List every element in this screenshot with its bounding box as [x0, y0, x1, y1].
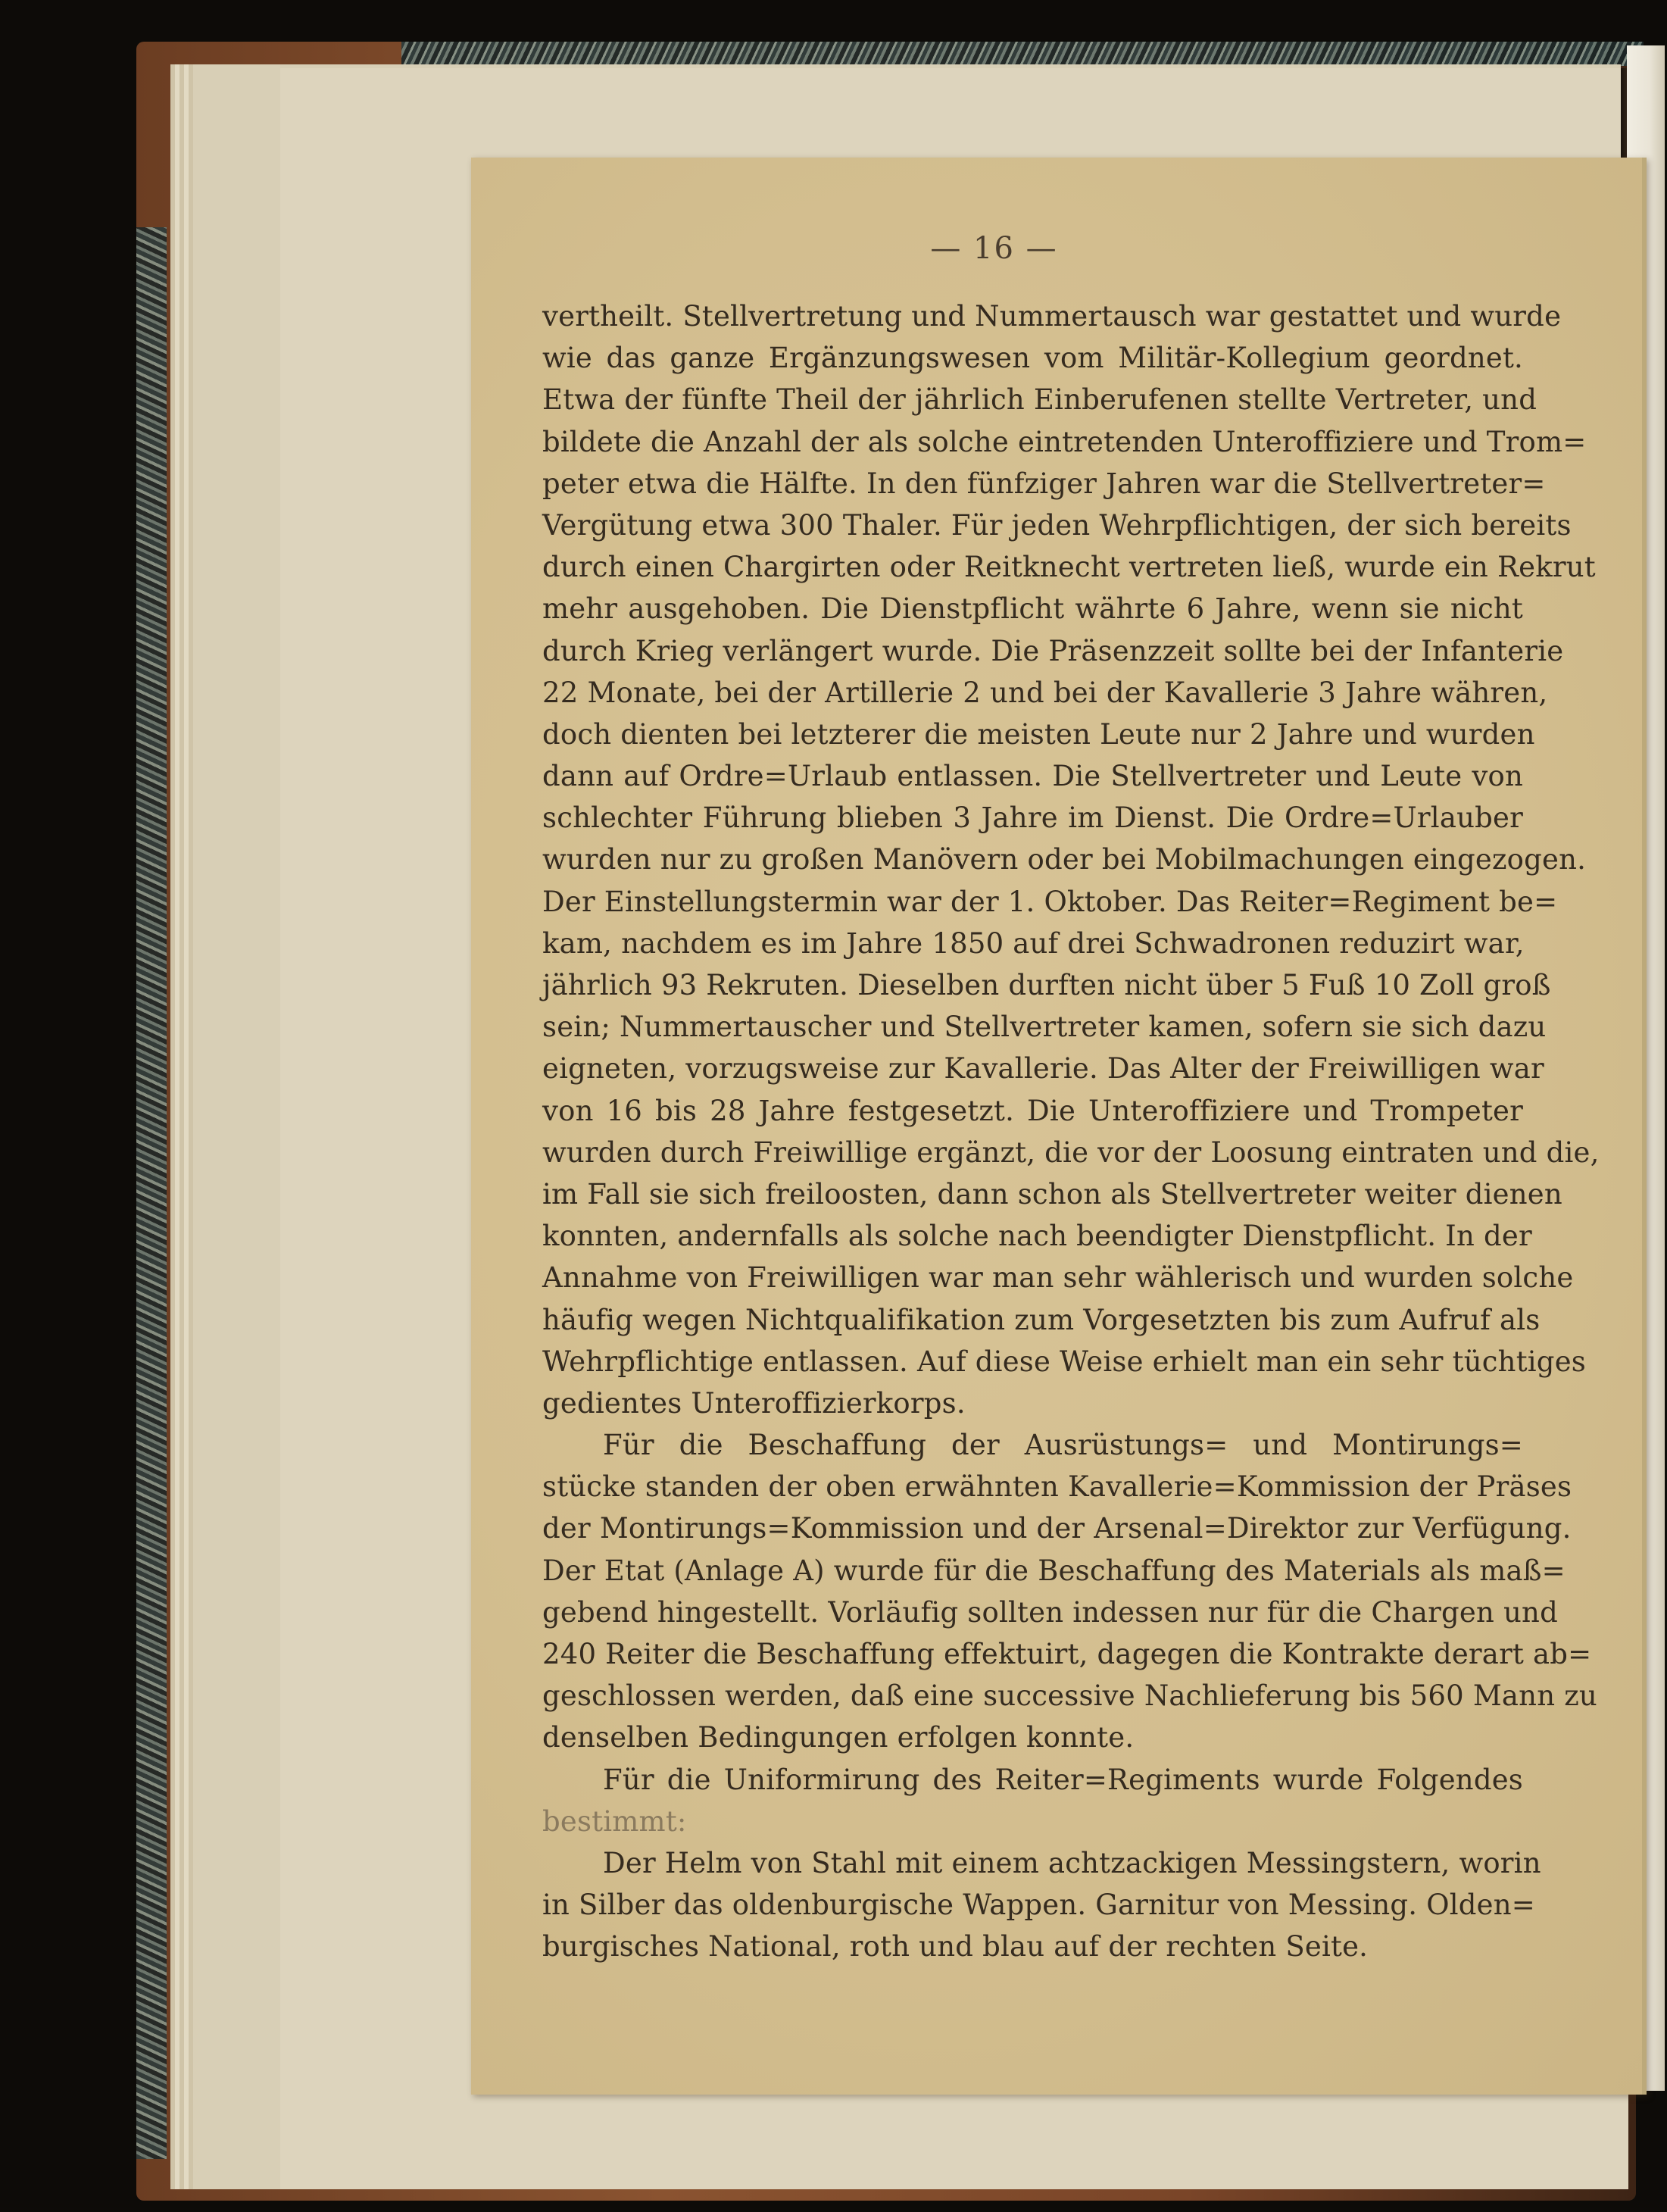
- text-line: Vergütung etwa 300 Thaler. Für jeden Wehrpflichtigen, der sich bereits: [542, 508, 1572, 542]
- text-line: jährlich 93 Rekruten. Dieselben durften nicht über 5 Fuß 10 Zoll groß: [542, 969, 1551, 1001]
- text-line: denselben Bedingungen erfolgen konnte.: [542, 1721, 1135, 1754]
- text-line: Für die Beschaffung der Ausrüstungs= und Montirungs=: [603, 1429, 1523, 1462]
- text-line: bildete die Anzahl der als solche eintretenden Unteroffiziere und Trom=: [542, 425, 1587, 458]
- text-line: vertheilt. Stellvertretung und Nummertausch war gestattet und wurde: [542, 300, 1562, 333]
- text-line: im Fall sie sich freiloosten, dann schon als Stellvertreter weiter dienen: [542, 1177, 1562, 1211]
- text-line: doch dienten bei letzterer die meisten Leute nur 2 Jahre und wurden: [542, 717, 1535, 751]
- text-line: Etwa der fünfte Theil der jährlich Einberufenen stellte Vertreter, und: [542, 383, 1537, 417]
- text-line: eigneten, vorzugsweise zur Kavallerie. Das Alter der Freiwilligen war: [542, 1052, 1544, 1086]
- text-line: von 16 bis 28 Jahre festgesetzt. Die Unteroffiziere und Trompeter: [542, 1094, 1523, 1127]
- text-line: Für die Uniformirung des Reiter=Regiments wurde Folgendes: [603, 1763, 1523, 1796]
- text-line: in Silber das oldenburgische Wappen. Garnitur von Messing. Olden=: [542, 1889, 1535, 1922]
- text-line: stücke standen der oben erwähnten Kavallerie=Kommission der Präses: [542, 1470, 1572, 1504]
- text-line: durch einen Chargirten oder Reitknecht vertreten ließ, wurde ein Rekrut: [542, 551, 1596, 584]
- text-line: kam, nachdem es im Jahre 1850 auf drei Schwadronen reduzirt war,: [542, 926, 1525, 960]
- text-line: dann auf Ordre=Urlaub entlassen. Die Stellvertreter und Leute von: [542, 760, 1523, 793]
- text-line: burgisches National, roth und blau auf der rechten Seite.: [542, 1930, 1369, 1964]
- text-line: wurden durch Freiwillige ergänzt, die vor der Loosung eintraten und die,: [542, 1136, 1600, 1169]
- text-line: Annahme von Freiwilligen war man sehr wählerisch und wurden solche: [542, 1261, 1574, 1295]
- text-line: wie das ganze Ergänzungswesen vom Militär-Kollegium geordnet.: [542, 342, 1523, 375]
- text-line: sein; Nummertauscher und Stellvertreter kamen, sofern sie sich dazu: [542, 1011, 1547, 1044]
- page-number: — 16 —: [930, 231, 1058, 266]
- text-line: Der Einstellungstermin war der 1. Oktober. Das Reiter=Regiment be=: [542, 885, 1558, 918]
- text-line: gedientes Unteroffizierkorps.: [542, 1386, 966, 1420]
- marbled-left-edge: [136, 227, 167, 2159]
- text-line: der Montirungs=Kommission und der Arsenal=Direktor zur Verfügung.: [542, 1512, 1572, 1545]
- marbled-top-edge: [401, 42, 1644, 66]
- text-line: gebend hingestellt. Vorläufig sollten indessen nur für die Chargen und: [542, 1595, 1558, 1629]
- text-line: Der Helm von Stahl mit einem achtzackigen Messingstern, worin: [603, 1846, 1541, 1879]
- text-line: konnten, andernfalls als solche nach beendigter Dienstpflicht. In der: [542, 1220, 1532, 1253]
- text-line: Wehrpflichtige entlassen. Auf diese Weise erhielt man ein sehr tüchtiges: [542, 1345, 1586, 1378]
- text-line: schlechter Führung blieben 3 Jahre im Dienst. Die Ordre=Urlauber: [542, 801, 1523, 835]
- text-line: durch Krieg verlängert wurde. Die Präsenzzeit sollte bei der Infanterie: [542, 634, 1564, 667]
- text-line: mehr ausgehoben. Die Dienstpflicht währte 6 Jahre, wenn sie nicht: [542, 592, 1523, 626]
- text-line: bestimmt:: [542, 1804, 687, 1838]
- text-line: geschlossen werden, daß eine successive Nachlieferung bis 560 Mann zu: [542, 1679, 1597, 1713]
- text-line: 22 Monate, bei der Artillerie 2 und bei der Kavallerie 3 Jahre währen,: [542, 676, 1548, 709]
- text-line: häufig wegen Nichtqualifikation zum Vorgesetzten bis zum Aufruf als: [542, 1303, 1541, 1336]
- text-line: 240 Reiter die Beschaffung effektuirt, dagegen die Kontrakte derart ab=: [542, 1638, 1592, 1670]
- text-line: Der Etat (Anlage A) wurde für die Beschaffung des Materials als maß=: [542, 1554, 1566, 1587]
- text-line: peter etwa die Hälfte. In den fünfziger Jahren war die Stellvertreter=: [542, 467, 1546, 500]
- body-text: [542, 295, 1600, 1968]
- text-line: wurden nur zu großen Manövern oder bei Mobilmachungen eingezogen.: [542, 843, 1587, 876]
